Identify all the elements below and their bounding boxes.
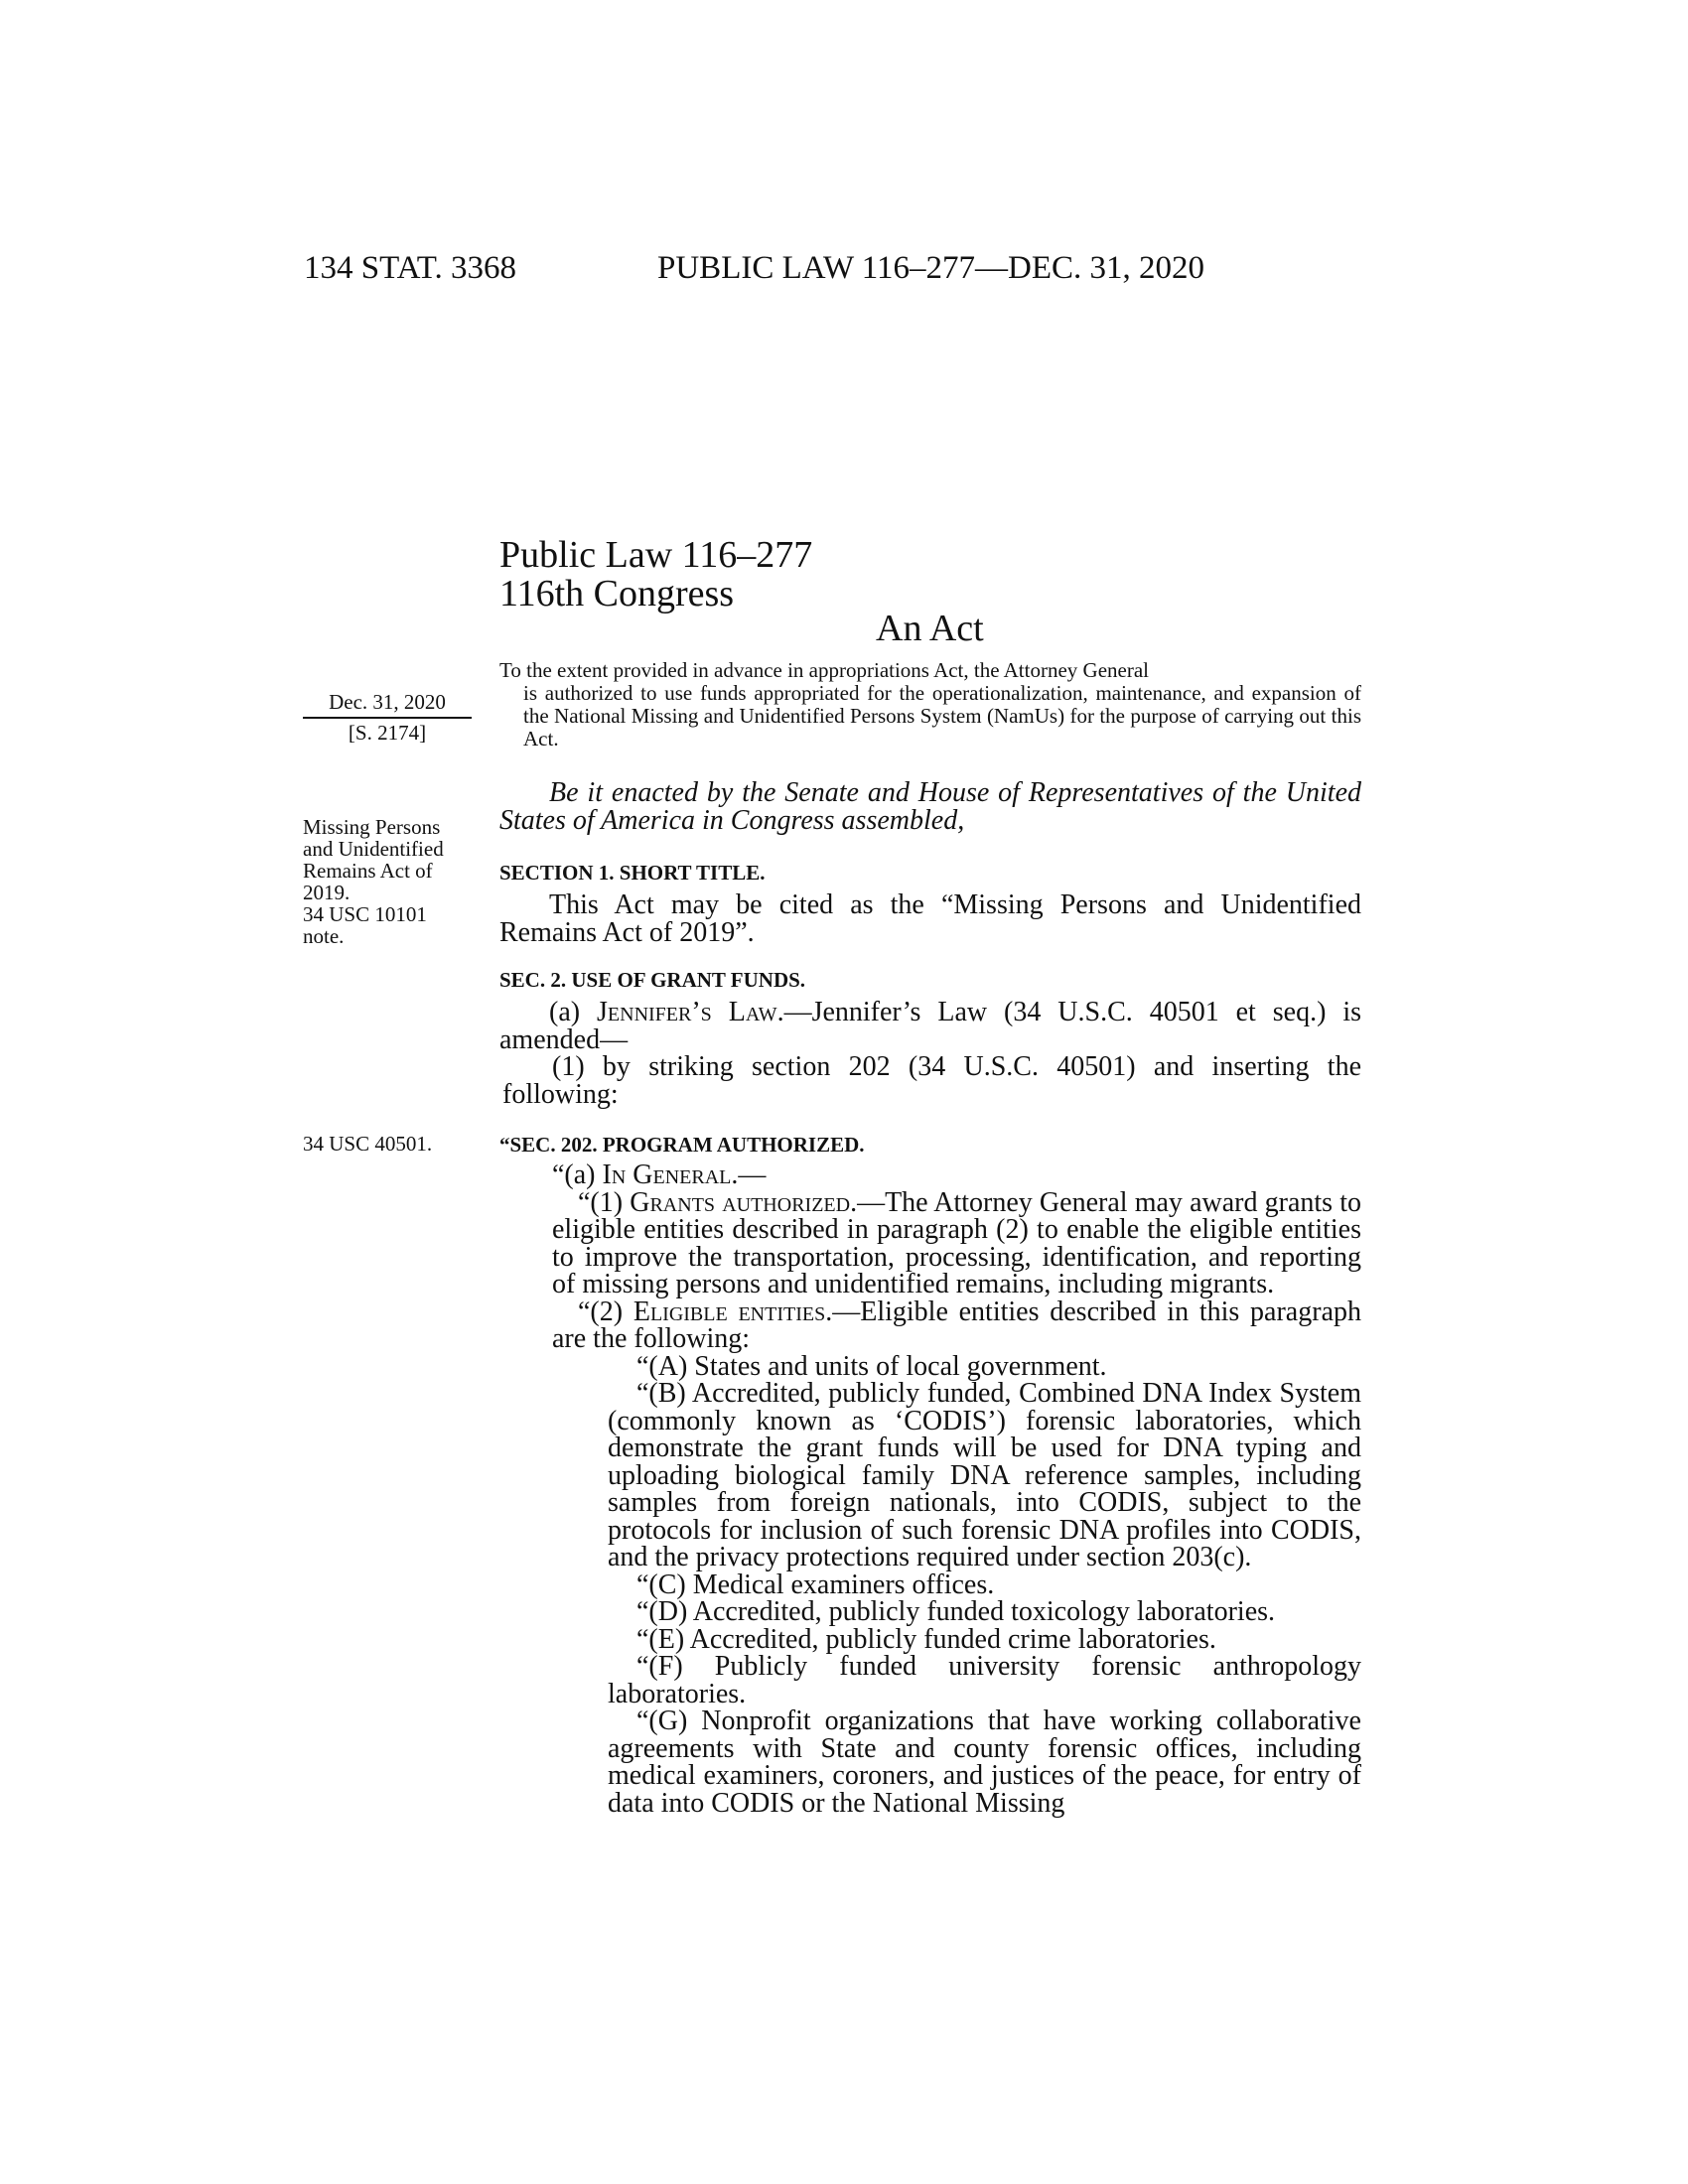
page-number: 134 STAT. 3368 <box>304 250 517 286</box>
section-2-a: (a) Jennifer’s Law.—Jennifer’s Law (34 U.S.C. 40501 et seq.) is amended— <box>499 997 1362 1055</box>
paragraph-2: “(2) Eligible entities.—Eligible entities described in this paragraph are the following: <box>552 1296 1361 1354</box>
section-1-text: This Act may be cited as the “Missing Persons and Unidentified Remains Act of 2019”. <box>499 889 1361 948</box>
subparagraph-c: “(C) Medical examiners offices. <box>636 1569 995 1600</box>
act-type: An Act <box>876 608 984 649</box>
paragraph-1: “(1) Grants authorized.—The Attorney General may award grants to eligible entities described in paragraph (2) to enable the eligible entities to improve the transportation, processing, identification, and reporting of missing persons and unidentified remains, including migrants. <box>552 1186 1362 1299</box>
enacting-clause: Be it enacted by the Senate and House of Representatives of the United States of America in Congress assembled, <box>499 777 1361 836</box>
margin-date: Dec. 31, 2020 <box>329 690 446 714</box>
margin-rule <box>303 717 472 719</box>
section-202-heading: “SEC. 202. PROGRAM AUTHORIZED. <box>499 1133 865 1157</box>
subparagraph-a: “(A) States and units of local government. <box>636 1350 1107 1382</box>
margin-section-note: 34 USC 40501. <box>303 1132 433 1156</box>
subparagraph-e: “(E) Accredited, publicly funded crime laboratories. <box>636 1623 1216 1655</box>
running-title: PUBLIC LAW 116–277—DEC. 31, 2020 <box>657 250 1205 286</box>
subparagraph-g: “(G) Nonprofit organizations that have working collaborative agreements with State and county forensic offices, including medical examiners, coroners, and justices of the peace, for entry of data into CODIS or the National Missing <box>608 1706 1361 1819</box>
section-2-a-1: (1) by striking section 202 (34 U.S.C. 40501) and inserting the following: <box>502 1051 1361 1110</box>
purpose-rest: is authorized to use funds appropriated for the operationalization, maintenance, and expansion of the National Missing and Unidentified Persons System (NamUs) for the purpose of carrying out this Act. <box>523 681 1361 751</box>
subparagraph-f: “(F) Publicly funded university forensic anthropology laboratories. <box>608 1651 1361 1709</box>
margin-usc-note: 34 USC 10101 note. <box>303 902 427 948</box>
subparagraph-b: “(B) Accredited, publicly funded, Combined DNA Index System (commonly known as ‘CODIS’) forensic laboratories, which demonstrate the grant funds will be used for DNA typing and uploading biological family DNA reference samples, including samples from foreign nationals, into CODIS, subject to the protocols for inclusion of such forensic DNA profiles into CODIS, and the privacy protections required under section 203(c). <box>608 1378 1361 1572</box>
section-1-heading: SECTION 1. SHORT TITLE. <box>499 861 766 885</box>
section-202-body <box>552 1161 1361 1817</box>
purpose-first-line: To the extent provided in advance in appropriations Act, the Attorney General <box>499 658 1149 682</box>
purpose <box>499 659 1361 751</box>
subparagraph-d: “(D) Accredited, publicly funded toxicology laboratories. <box>636 1596 1276 1627</box>
law-number: Public Law 116–277 <box>499 534 813 576</box>
margin-bill: [S. 2174] <box>348 721 427 745</box>
margin-short-title: Missing Persons and Unidentified Remains Act of 2019. <box>303 815 444 904</box>
congress: 116th Congress <box>499 573 735 614</box>
subsection-a: “(a) In General.— <box>552 1160 767 1190</box>
section-2-heading: SEC. 2. USE OF GRANT FUNDS. <box>499 968 806 992</box>
jennifers-law-caption: Jennifer’s Law <box>597 997 777 1027</box>
